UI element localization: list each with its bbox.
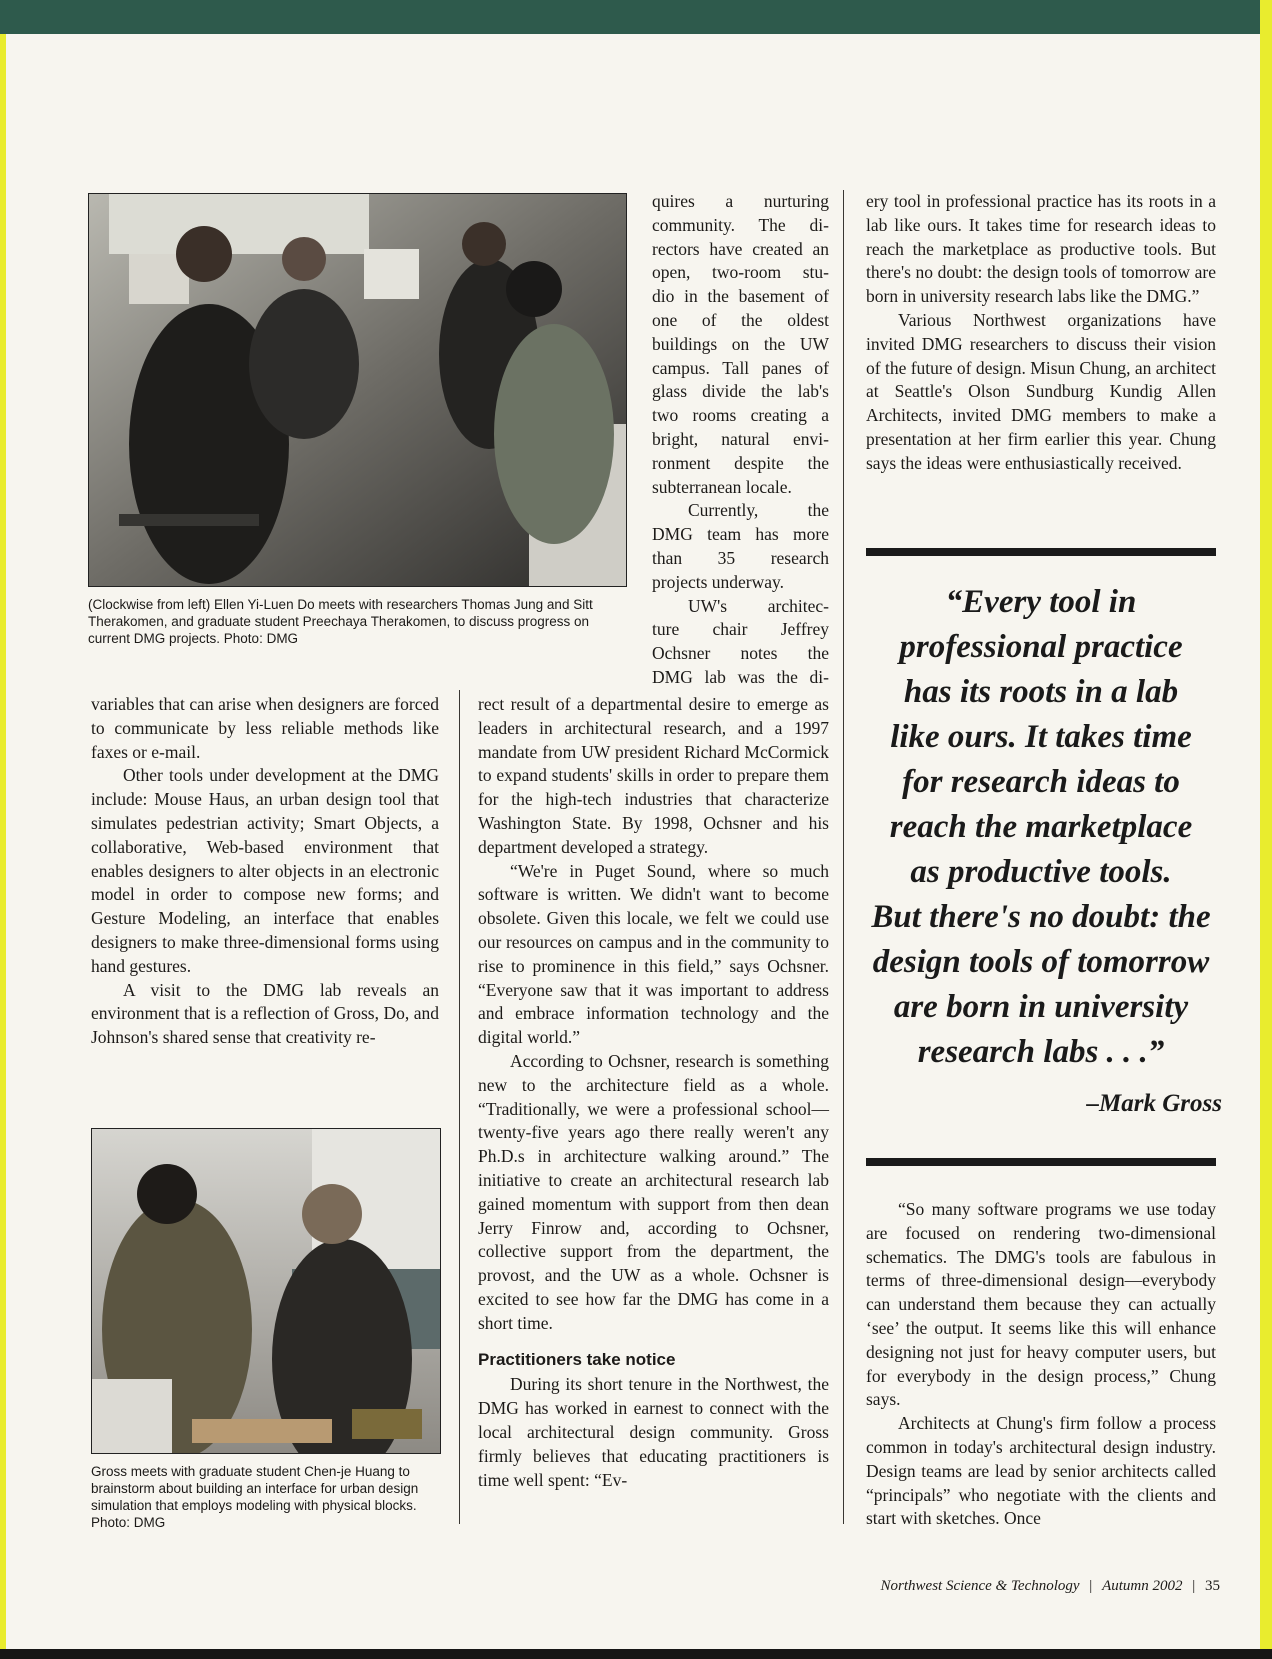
narrow-line: ronment despite the [652, 452, 829, 473]
photo-lab-meeting-image [89, 194, 626, 586]
pull-quote-attribution: –Mark Gross [1086, 1090, 1222, 1117]
col3-paragraph-3: “So many software programs we use today are focused on rendering two-dimensional schematics. The DMG's tools are fabulous in terms of three-dimensional design—everybody can understand them because they can actually ‘see’ the output. It seems like this will enhance designing not just for heavy computer users, but for everybody in the design process,” Chung says. [866, 1199, 1216, 1410]
pull-quote-line: design tools of tomorrow [872, 944, 1210, 980]
narrow-line: ture chair Jeffrey [652, 619, 829, 640]
narrow-line: UW's architec- [688, 595, 829, 616]
column-2-narrow-text [652, 190, 829, 690]
pull-quote-line: “Every tool in [945, 584, 1137, 620]
col3-paragraph-1: ery tool in professional practice has its roots in a lab like ours. It takes time for research ideas to reach the marketplace as productive tools. But there's no doubt: the design tools of tomorrow are born in university research labs like the DMG.” [866, 191, 1216, 307]
footer-page-number: 35 [1205, 1578, 1220, 1594]
narrow-line: dio in the basement of [652, 286, 829, 307]
narrow-line: quires a nurturing [652, 191, 829, 211]
column-3-top-text [866, 190, 1216, 476]
page-footer [780, 1578, 1220, 1595]
col1-paragraph-2: Other tools under development at the DMG include: Mouse Haus, an urban design tool that simulates pedestrian activity; Smart Objects, a collaborative, Web-based environment that enables designers to alter objects in an electronic model in order to compose new forms; and Gesture Modeling, an interface that enables designers to make three-dimensional forms using hand gestures. [91, 765, 439, 976]
narrow-line: DMG lab was the di- [652, 666, 829, 687]
footer-issue: Autumn 2002 [1102, 1578, 1183, 1594]
narrow-line: DMG team has more [652, 524, 829, 545]
pull-quote-line: are born in university [893, 989, 1189, 1025]
col1-paragraph-1: variables that can arise when designers are forced to communicate by less reliable methods like faxes or e-mail. [91, 694, 439, 762]
top-color-band [0, 0, 1272, 34]
narrow-line: buildings on the UW [652, 333, 829, 354]
column-2-text [478, 693, 829, 1492]
photo-lab-meeting [88, 193, 627, 587]
footer-publication: Northwest Science & Technology [880, 1578, 1080, 1594]
pull-quote-top-bar [866, 548, 1216, 556]
narrow-line: Currently, the [688, 500, 829, 521]
narrow-line: open, two-room stu- [652, 262, 829, 283]
bottom-page-edge [0, 1649, 1272, 1659]
pull-quote-bottom-bar [866, 1158, 1216, 1166]
section-heading-practitioners: Practitioners take notice [478, 1349, 676, 1369]
pull-quote-line: as productive tools. [910, 854, 1172, 890]
narrow-line: two rooms creating a [652, 405, 829, 426]
pull-quote [858, 580, 1224, 1075]
pull-quote-line: reach the marketplace [889, 809, 1193, 845]
narrow-line: subterranean locale. [652, 476, 792, 497]
right-page-edge [1260, 0, 1272, 1659]
col1-paragraph-3: A visit to the DMG lab reveals an environment that is a reflection of Gross, Do, and Johnson's shared sense that creativity re- [91, 979, 439, 1048]
pull-quote-line: professional practice [899, 629, 1183, 665]
narrow-line: Ochsner notes the [652, 643, 829, 664]
column-rule-left [459, 690, 460, 1524]
left-page-edge [0, 34, 6, 1659]
narrow-line: projects underway. [652, 571, 785, 592]
footer-separator: | [1192, 1578, 1196, 1594]
pull-quote-line: for research ideas to [902, 764, 1180, 800]
footer-separator: | [1089, 1578, 1093, 1594]
col2-paragraph-4: During its short tenure in the Northwest, the DMG has worked in earnest to connect with the local architectural design community. Gross firmly believes that educating practitioners is time well spent: “Ev- [478, 1374, 829, 1490]
column-rule-right [843, 190, 844, 1524]
pull-quote-line: like ours. It takes time [890, 719, 1192, 755]
column-3-bottom-text [866, 1198, 1216, 1531]
pull-quote-line: But there's no doubt: the [871, 899, 1211, 935]
narrow-line: than 35 research [652, 547, 829, 568]
pull-quote-line: research labs . . .” [917, 1034, 1165, 1070]
narrow-line: glass divide the lab's [652, 381, 829, 402]
narrow-line: one of the oldest [652, 309, 829, 330]
pull-quote-line: has its roots in a lab [903, 674, 1179, 710]
narrow-line: community. The di- [652, 214, 829, 235]
col2-paragraph-2: “We're in Puget Sound, where so much software is written. We didn't want to become obsolete. Given this locale, we felt we could use our resources on campus and in the community to rise to prominence in this field,” says Ochsner. “Everyone saw that it was important to address and embrace information technology and the digital world.” [478, 860, 829, 1048]
narrow-line: campus. Tall panes of [652, 357, 829, 378]
col3-paragraph-2: Various Northwest organizations have invited DMG researchers to discuss their vision of the future of design. Misun Chung, an architect at Seattle's Olson Sundburg Kundig Allen Architects, invited DMG members to make a presentation at her firm earlier this year. Chung says the ideas were enthusiastically received. [866, 309, 1216, 473]
col2-paragraph-3: According to Ochsner, research is something new to the architecture field as a whole. “Traditionally, we were a professional school—twenty-five years ago there really weren't any Ph.D.s in architecture walking around.” The initiative to create an architectural research lab gained momentum with support from then dean Jerry Finrow and, according to Ochsner, collective support from the department, the provost, and the UW as a whole. Ochsner is excited to see how far the DMG has come in a short time. [478, 1050, 829, 1333]
photo-gross-huang-image [92, 1129, 440, 1453]
column-1-text [91, 693, 439, 1050]
narrow-line: rectors have created an [652, 238, 829, 259]
photo-lab-meeting-caption: (Clockwise from left) Ellen Yi-Luen Do meets with researchers Thomas Jung and Sitt Therakomen, and graduate student Preechaya Therakomen, to discuss progress on current DMG projects. Photo: DMG [88, 597, 593, 646]
col3-paragraph-4: Architects at Chung's firm follow a process common in today's architectural design industry. Design teams are lead by senior architects called “principals” who negotiate with the clients and start with sketches. Once [866, 1413, 1216, 1529]
narrow-line: bright, natural envi- [652, 428, 829, 449]
col2-paragraph-1: rect result of a departmental desire to emerge as leaders in architectural research, and a 1997 mandate from UW president Richard McCormick to expand students' skills in order to prepare them for the high-tech industries that characterize Washington State. By 1998, Ochsner and his department developed a strategy. [478, 694, 829, 857]
photo-gross-huang [91, 1128, 441, 1454]
photo-gross-huang-caption: Gross meets with graduate student Chen-je Huang to brainstorm about building an interface for urban design simulation that employs modeling with physical blocks. Photo: DMG [91, 1464, 419, 1530]
